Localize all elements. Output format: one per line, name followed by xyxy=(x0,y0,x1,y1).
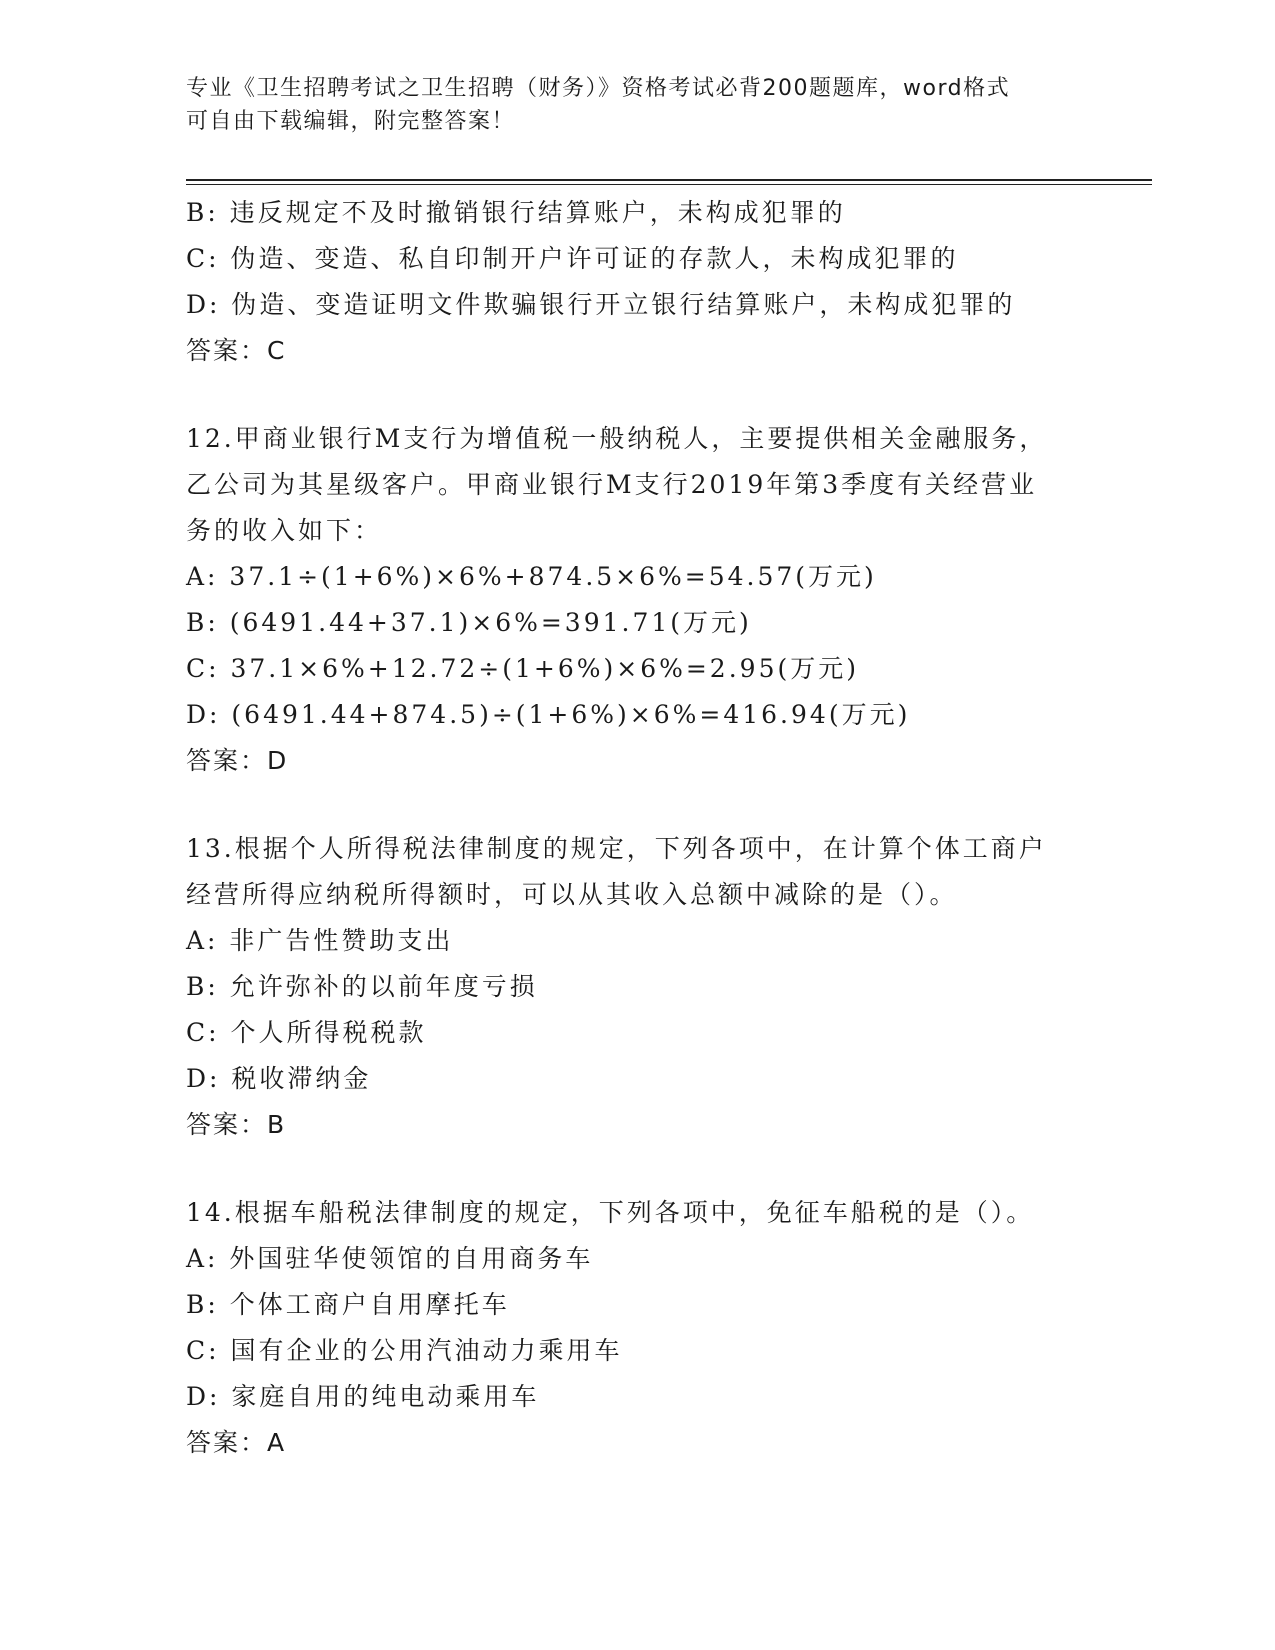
option-c: C: 伪造、变造、私自印制开户许可证的存款人，未构成犯罪的 xyxy=(186,244,959,273)
option-a: A: 37.1÷(1+6%)×6%+874.5×6%=54.57(万元) xyxy=(186,562,877,591)
document-header xyxy=(186,72,1086,138)
option-d: D: 伪造、变造证明文件欺骗银行开立银行结算账户，未构成犯罪的 xyxy=(186,290,1016,319)
question-stem: 经营所得应纳税所得额时，可以从其收入总额中减除的是（）。 xyxy=(186,880,958,909)
option-d: D: (6491.44+874.5)÷(1+6%)×6%=416.94(万元) xyxy=(186,700,911,729)
question-12 xyxy=(186,416,1086,784)
question-14 xyxy=(186,1190,1086,1466)
document-body xyxy=(186,190,1086,1466)
option-b: B: 违反规定不及时撤销银行结算账户，未构成犯罪的 xyxy=(186,198,846,227)
question-stem: 13.根据个人所得税法律制度的规定，下列各项中，在计算个体工商户 xyxy=(186,834,1047,863)
answer-line: 答案：A xyxy=(186,1428,287,1457)
option-b: B: (6491.44+37.1)×6%=391.71(万元) xyxy=(186,608,752,637)
option-b: B: 个体工商户自用摩托车 xyxy=(186,1290,510,1319)
question-13 xyxy=(186,826,1086,1148)
option-b: B: 允许弥补的以前年度亏损 xyxy=(186,972,538,1001)
question-11-partial xyxy=(186,190,1086,374)
option-c: C: 37.1×6%+12.72÷(1+6%)×6%=2.95(万元) xyxy=(186,654,859,683)
question-stem: 14.根据车船税法律制度的规定，下列各项中，免征车船税的是（）。 xyxy=(186,1198,1035,1227)
option-d: D: 家庭自用的纯电动乘用车 xyxy=(186,1382,540,1411)
header-rule-thick xyxy=(186,179,1152,181)
question-stem: 务的收入如下： xyxy=(186,516,383,545)
spacer xyxy=(186,1148,1086,1190)
option-c: C: 个人所得税税款 xyxy=(186,1018,427,1047)
answer-line: 答案：C xyxy=(186,336,287,365)
spacer xyxy=(186,784,1086,826)
option-a: A: 外国驻华使领馆的自用商务车 xyxy=(186,1244,594,1273)
header-rule-thin xyxy=(186,184,1152,185)
header-line-2: 可自由下载编辑，附完整答案！ xyxy=(186,109,516,134)
question-stem: 12.甲商业银行M支行为增值税一般纳税人，主要提供相关金融服务， xyxy=(186,424,1048,453)
spacer xyxy=(186,374,1086,416)
answer-line: 答案：B xyxy=(186,1110,287,1139)
option-c: C: 国有企业的公用汽油动力乘用车 xyxy=(186,1336,623,1365)
answer-line: 答案：D xyxy=(186,746,289,775)
question-stem: 乙公司为其星级客户。甲商业银行M支行2019年第3季度有关经营业 xyxy=(186,470,1038,499)
header-line-1: 专业《卫生招聘考试之卫生招聘（财务）》资格考试必背200题题库，word格式 xyxy=(186,76,1011,101)
option-a: A: 非广告性赞助支出 xyxy=(186,926,454,955)
option-d: D: 税收滞纳金 xyxy=(186,1064,372,1093)
